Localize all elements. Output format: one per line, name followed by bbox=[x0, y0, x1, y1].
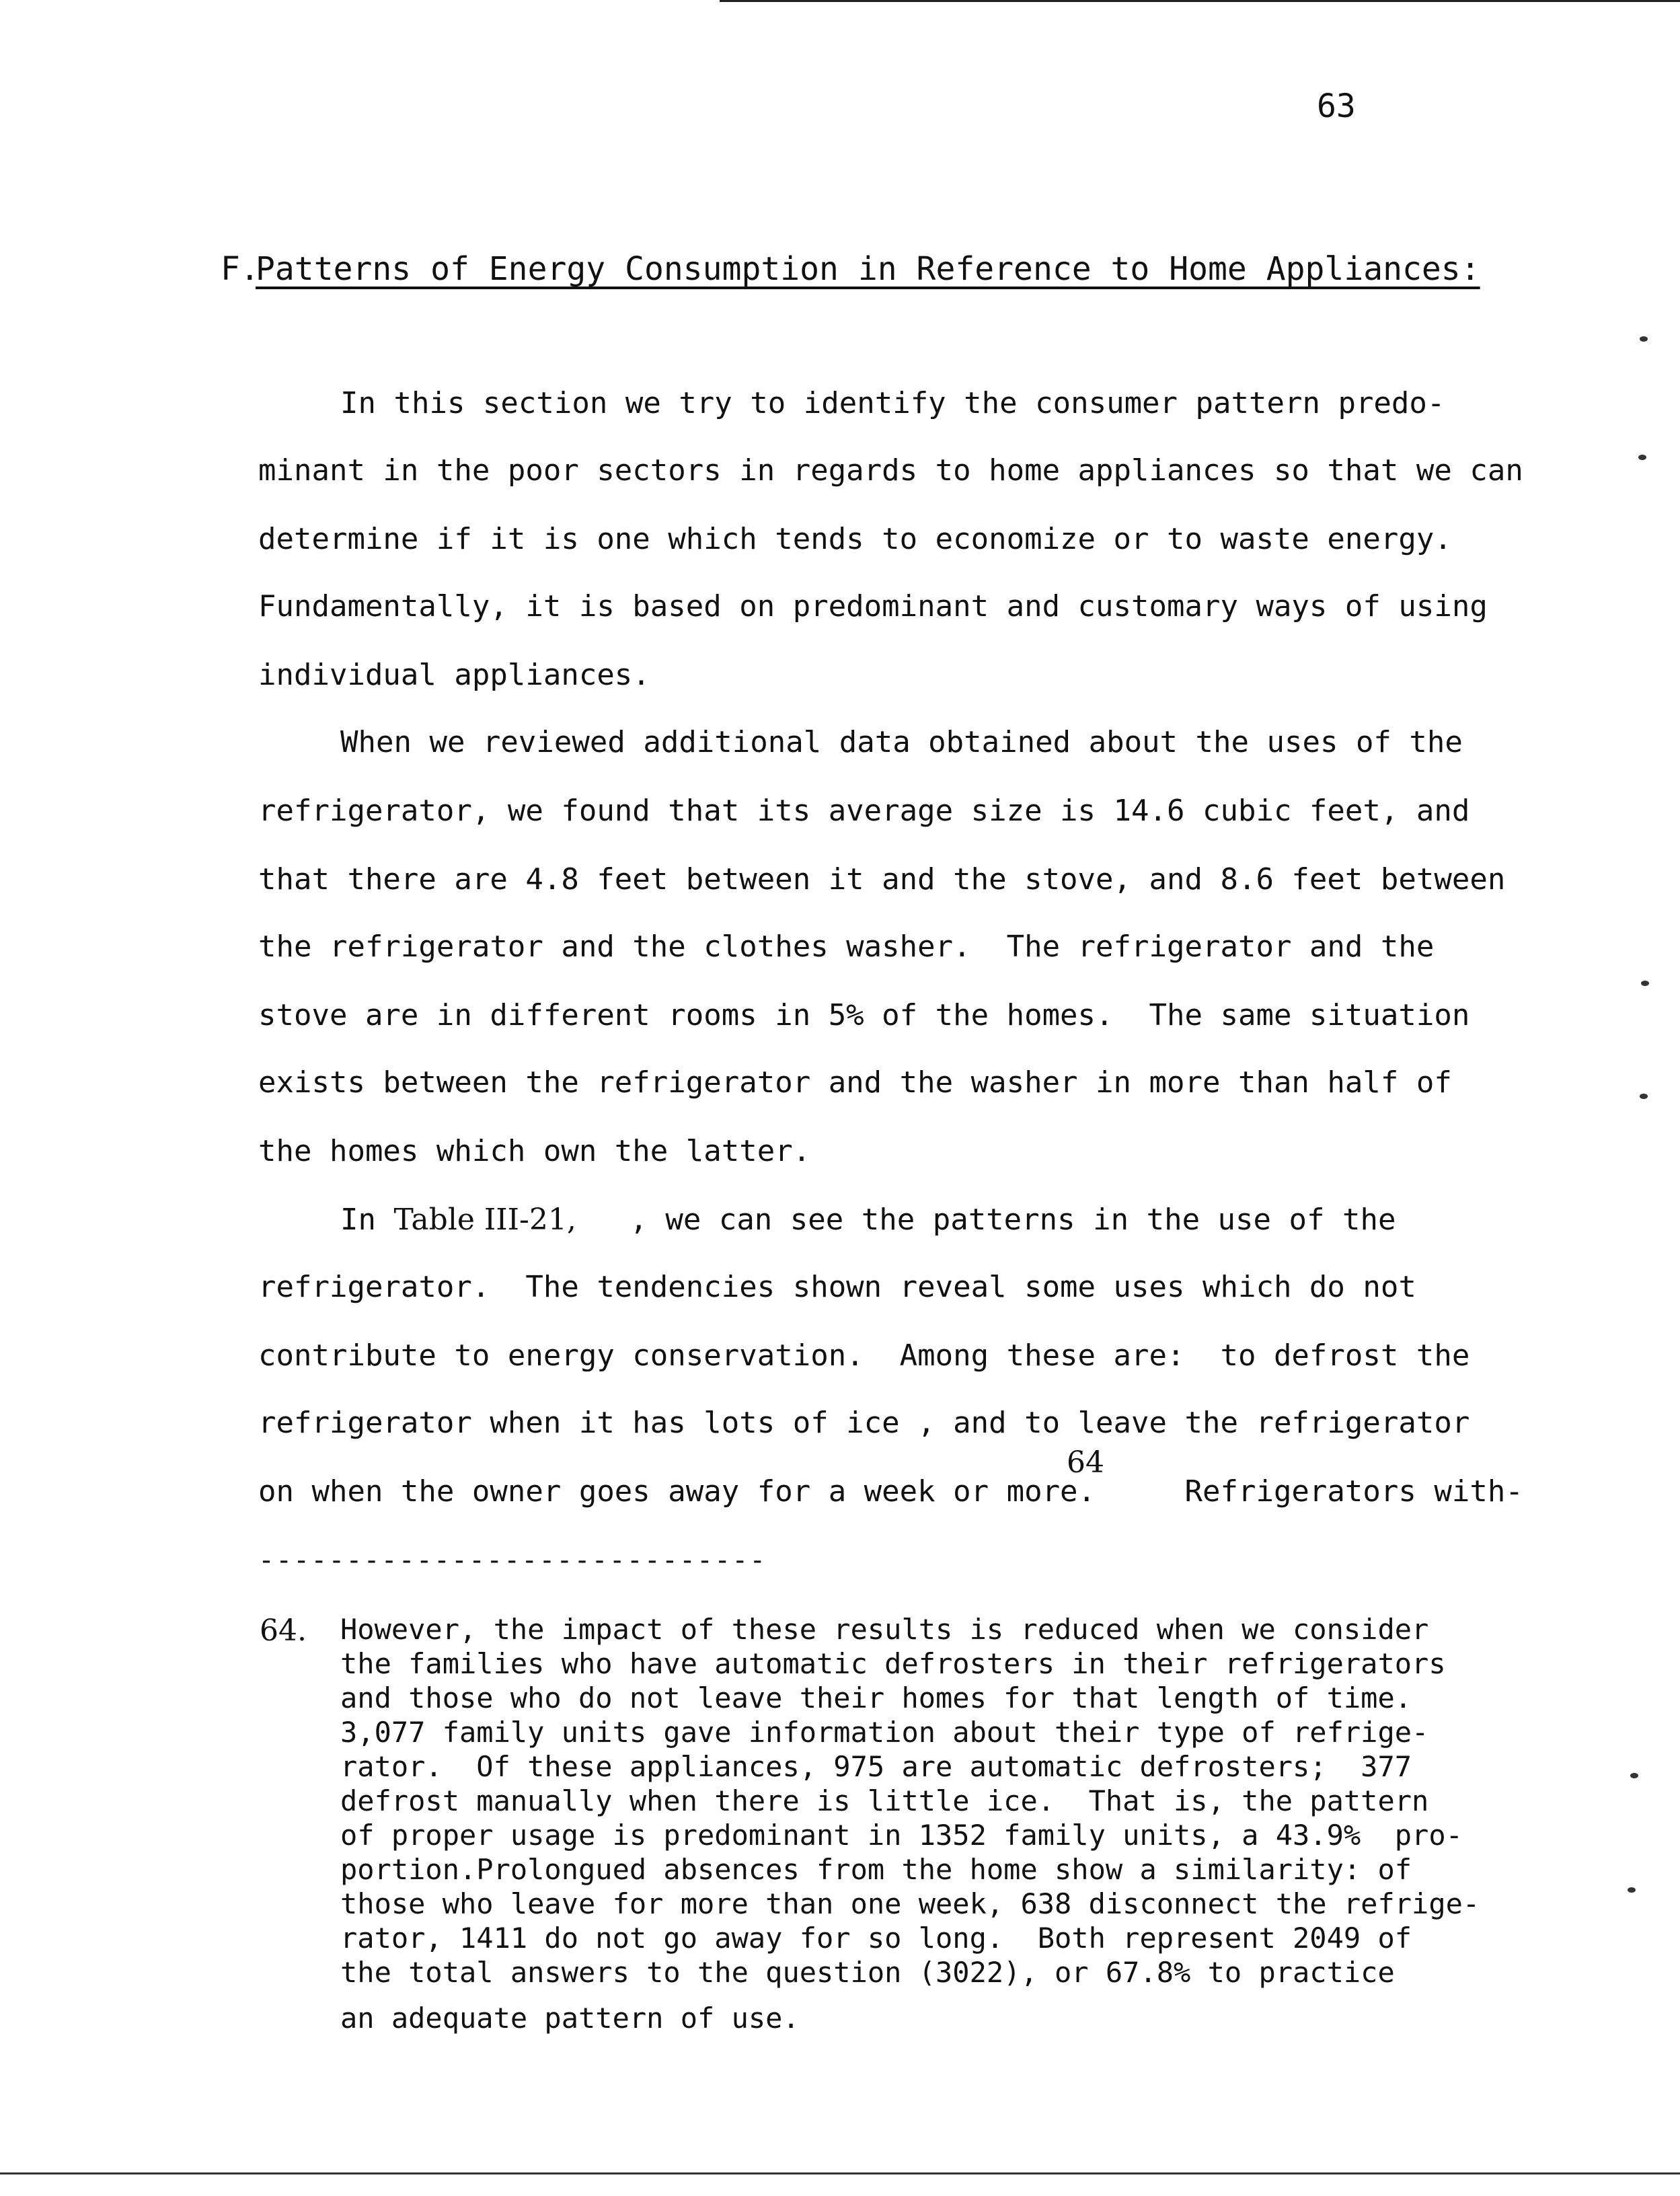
body-line: In this section we try to identify the consumer pattern predo- bbox=[340, 386, 1445, 420]
body-line: individual appliances. bbox=[258, 658, 650, 692]
footnote-line: defrost manually when there is little ice. That is, the pattern bbox=[340, 1784, 1429, 1817]
body-line: on when the owner goes away for a week or more. Refrigerators with- bbox=[258, 1474, 1523, 1509]
table-reference: Table III-21, bbox=[393, 1203, 576, 1237]
body-line: Fundamentally, it is based on predominant and customary ways of using bbox=[258, 589, 1488, 623]
body-line: contribute to energy conservation. Among these are: to defrost the bbox=[258, 1338, 1470, 1373]
section-title: Patterns of Energy Consumption in Reference to Home Appliances: bbox=[256, 250, 1480, 288]
body-line: the homes which own the latter. bbox=[258, 1134, 811, 1168]
body-text: In bbox=[340, 1203, 394, 1237]
body-line: that there are 4.8 feet between it and the stove, and 8.6 feet between bbox=[258, 862, 1506, 897]
footnote-line: 3,077 family units gave information about their type of refrige- bbox=[340, 1716, 1429, 1749]
footnote-marker: 64 bbox=[1067, 1445, 1104, 1480]
footnote-separator: ----------------------------- bbox=[258, 1545, 767, 1576]
section-letter: F. bbox=[221, 250, 260, 288]
footnote-line: However, the impact of these results is reduced when we consider bbox=[340, 1613, 1429, 1646]
footnote-line: the total answers to the question (3022), or 67.8% to practice bbox=[340, 1956, 1395, 1989]
bottom-border-line bbox=[0, 2172, 1680, 2174]
footnote-number: 64. bbox=[260, 1614, 307, 1648]
body-line: refrigerator, we found that its average size is 14.6 cubic feet, and bbox=[258, 794, 1470, 828]
top-border-line bbox=[720, 0, 1680, 2]
scan-speck bbox=[1640, 336, 1648, 342]
footnote-line: portion.Prolongued absences from the home show a similarity: of bbox=[340, 1853, 1412, 1886]
body-line: determine if it is one which tends to economize or to waste energy. bbox=[258, 522, 1452, 556]
scan-speck bbox=[1641, 981, 1649, 986]
footnote-line: the families who have automatic defrosters in their refrigerators bbox=[340, 1647, 1446, 1680]
footnote-line: an adequate pattern of use. bbox=[340, 2002, 800, 2035]
body-text: , we can see the patterns in the use of the bbox=[576, 1203, 1396, 1237]
page-number: 63 bbox=[1317, 87, 1356, 125]
scan-speck bbox=[1640, 1094, 1648, 1099]
body-line: refrigerator when it has lots of ice , and to leave the refrigerator bbox=[258, 1406, 1470, 1440]
footnote-line: of proper usage is predominant in 1352 family units, a 43.9% pro- bbox=[340, 1819, 1463, 1852]
body-line: stove are in different rooms in 5% of the homes. The same situation bbox=[258, 998, 1470, 1032]
body-line: refrigerator. The tendencies shown reveal some uses which do not bbox=[258, 1270, 1416, 1304]
table-reference-line bbox=[340, 1201, 1396, 1239]
footnote-line: those who leave for more than one week, 638 disconnect the refrige- bbox=[340, 1887, 1480, 1920]
body-line: the refrigerator and the clothes washer. The refrigerator and the bbox=[258, 930, 1435, 964]
body-line: minant in the poor sectors in regards to home appliances so that we can bbox=[258, 453, 1523, 488]
footnote-line: rator. Of these appliances, 975 are automatic defrosters; 377 bbox=[340, 1750, 1412, 1783]
footnote-line: and those who do not leave their homes for that length of time. bbox=[340, 1681, 1412, 1714]
body-line: When we reviewed additional data obtained about the uses of the bbox=[340, 725, 1463, 759]
scan-speck bbox=[1638, 455, 1646, 460]
footnote-line: rator, 1411 do not go away for so long. Both represent 2049 of bbox=[340, 1922, 1412, 1955]
scan-speck bbox=[1628, 1887, 1636, 1893]
scan-speck bbox=[1630, 1773, 1638, 1778]
body-line: exists between the refrigerator and the washer in more than half of bbox=[258, 1065, 1452, 1100]
